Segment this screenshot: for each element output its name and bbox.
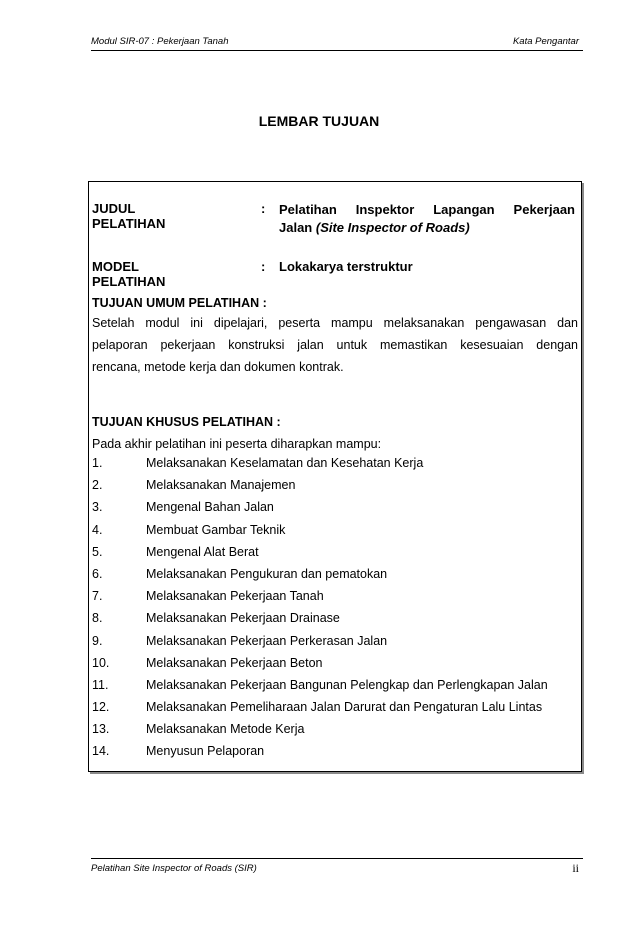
- list-item-number: 4.: [92, 522, 103, 537]
- judul-label: JUDUL PELATIHAN: [92, 201, 166, 231]
- page-footer: [91, 858, 583, 879]
- judul-value: [279, 201, 575, 237]
- list-item-text: Mengenal Bahan Jalan: [146, 500, 274, 515]
- list-item-number: 2.: [92, 478, 103, 493]
- list-item: [92, 740, 572, 762]
- list-item: [92, 541, 572, 563]
- list-item-text: Mengenal Alat Berat: [146, 544, 259, 559]
- list-item: [92, 652, 572, 674]
- list-item-text: Melaksanakan Metode Kerja: [146, 722, 305, 737]
- list-item-number: 5.: [92, 544, 103, 559]
- list-item-number: 11.: [92, 677, 109, 692]
- list-item: [92, 718, 572, 740]
- list-item: [92, 496, 572, 518]
- list-item: [92, 474, 572, 496]
- footer-course-title: Pelatihan Site Inspector of Roads (SIR): [91, 863, 257, 874]
- list-item-text: Melaksanakan Pemeliharaan Jalan Darurat dan Pengaturan Lalu Lintas: [146, 700, 543, 715]
- objectives-box: [88, 181, 582, 772]
- page-number: ii: [572, 861, 579, 875]
- list-item-number: 8.: [92, 611, 103, 626]
- tujuan-umum-line: pelaporan pekerjaan konstruksi jalan untuk memastikan kesesuaian dengan: [92, 338, 578, 352]
- list-item: [92, 585, 572, 607]
- list-item: [92, 696, 572, 718]
- list-item-text: Melaksanakan Pekerjaan Bangunan Pelengkap dan Perlengkapan Jalan: [146, 677, 548, 692]
- judul-value-italic: (Site Inspector of Roads): [315, 220, 470, 235]
- list-item: [92, 452, 572, 474]
- tujuan-umum-paragraph: [92, 312, 578, 378]
- list-item-number: 10.: [92, 655, 110, 670]
- list-item-number: 9.: [92, 633, 103, 648]
- list-item: [92, 563, 572, 585]
- model-value: Lokakarya terstruktur: [279, 259, 413, 274]
- tujuan-khusus-heading: TUJUAN KHUSUS PELATIHAN :: [92, 415, 281, 429]
- list-item-text: Menyusun Pelaporan: [146, 744, 265, 759]
- list-item-text: Melaksanakan Pekerjaan Drainase: [146, 611, 340, 626]
- model-label: MODEL PELATIHAN: [92, 259, 166, 289]
- list-item-text: Melaksanakan Pekerjaan Tanah: [146, 589, 324, 604]
- page-title: LEMBAR TUJUAN: [258, 113, 380, 129]
- tujuan-khusus-list: [92, 452, 572, 763]
- list-item-number: 12.: [92, 700, 110, 715]
- list-item-number: 1.: [92, 456, 103, 470]
- list-item-text: Melaksanakan Keselamatan dan Kesehatan Kerja: [146, 456, 424, 470]
- model-colon: :: [261, 259, 266, 274]
- judul-value-plain: Jalan: [279, 220, 316, 235]
- judul-value-line2: [279, 220, 470, 235]
- list-item-number: 7.: [92, 589, 103, 604]
- tujuan-khusus-intro: Pada akhir pelatihan ini peserta diharapkan mampu:: [92, 437, 382, 451]
- tujuan-umum-heading: TUJUAN UMUM PELATIHAN :: [92, 296, 267, 310]
- list-item-text: Membuat Gambar Teknik: [146, 522, 286, 537]
- header-section-title: Kata Pengantar: [512, 36, 579, 47]
- list-item-text: Melaksanakan Pekerjaan Beton: [146, 655, 323, 670]
- list-item: [92, 630, 572, 652]
- list-item-number: 14.: [92, 744, 110, 759]
- header-module-title: Modul SIR-07 : Pekerjaan Tanah: [91, 36, 229, 47]
- list-item-number: 13.: [92, 722, 110, 737]
- tujuan-umum-line: Setelah modul ini dipelajari, peserta mampu melaksanakan pengawasan dan: [92, 316, 578, 330]
- list-item: [92, 607, 572, 629]
- list-item-number: 3.: [92, 500, 103, 515]
- list-item-text: Melaksanakan Pekerjaan Perkerasan Jalan: [146, 633, 388, 648]
- list-item-number: 6.: [92, 566, 103, 581]
- list-item-text: Melaksanakan Manajemen: [146, 478, 296, 493]
- page-header: [91, 36, 583, 51]
- judul-value-line1: Pelatihan Inspektor Lapangan Pekerjaan: [279, 202, 575, 217]
- list-item: [92, 519, 572, 541]
- judul-colon: :: [261, 201, 266, 216]
- tujuan-umum-line: rencana, metode kerja dan dokumen kontrak.: [92, 360, 344, 374]
- list-item-text: Melaksanakan Pengukuran dan pematokan: [146, 566, 388, 581]
- list-item: [92, 674, 572, 696]
